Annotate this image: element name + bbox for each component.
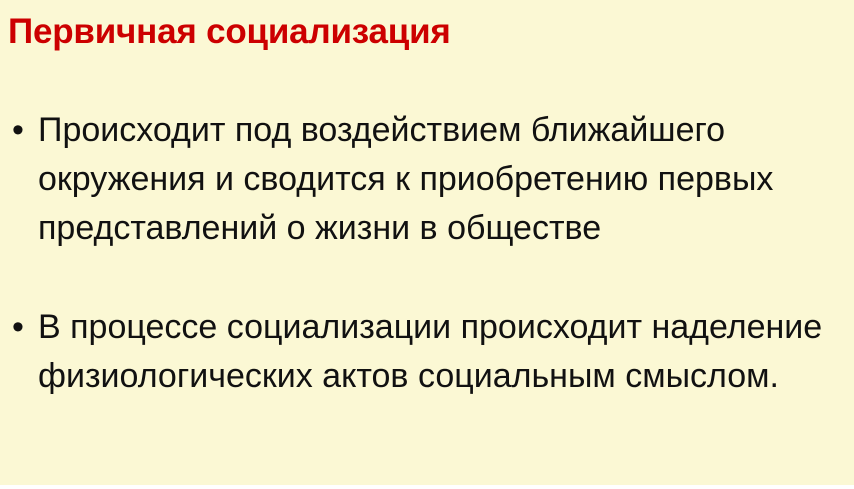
bullet-point-icon: • [12, 308, 24, 346]
bullet-point-icon: • [12, 111, 24, 149]
bullet-list [8, 106, 840, 451]
list-item-label: Происходит под воздействием ближайшего окружения и сводится к приобретению первых представлений о жизни в обществе [38, 111, 774, 247]
list-item [8, 303, 840, 401]
page-title: Первичная социализация [8, 12, 451, 51]
list-item-label: В процессе социализации происходит наделение физиологических актов социальным смыслом. [38, 308, 823, 395]
list-item [8, 106, 840, 253]
